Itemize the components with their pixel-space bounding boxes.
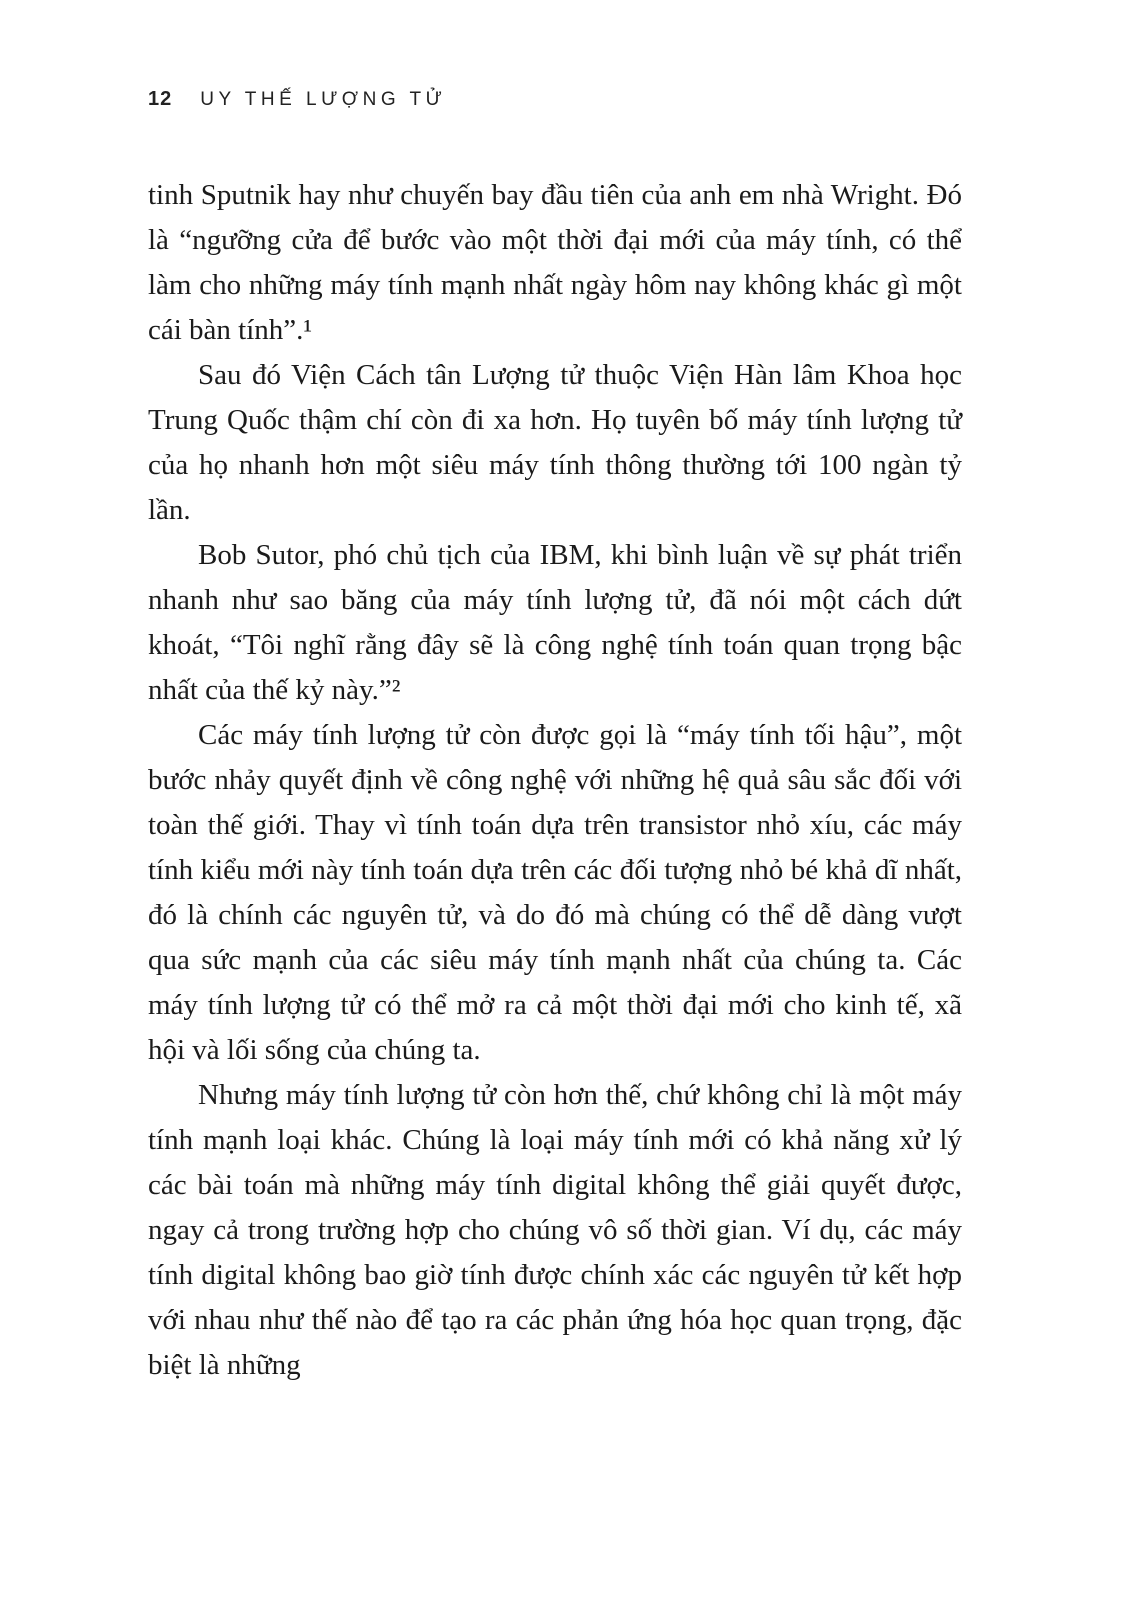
page-number: 12 [148, 88, 173, 110]
page-body [148, 173, 962, 1388]
paragraph: Sau đó Viện Cách tân Lượng tử thuộc Viện Hàn lâm Khoa học Trung Quốc thậm chí còn đi xa hơn. Họ tuyên bố máy tính lượng tử của họ nhanh hơn một siêu máy tính thông thường tới 100 ngàn tỷ lần. [148, 359, 962, 526]
book-title: UY THẾ LƯỢNG TỬ [200, 89, 447, 110]
paragraph: Các máy tính lượng tử còn được gọi là “máy tính tối hậu”, một bước nhảy quyết định về công nghệ với những hệ quả sâu sắc đối với toàn thế giới. Thay vì tính toán dựa trên transistor nhỏ xíu, các máy tính kiểu mới này tính toán dựa trên các đối tượng nhỏ bé khả dĩ nhất, đó là chính các nguyên tử, và do đó mà chúng có thể dễ dàng vượt qua sức mạnh của các siêu máy tính mạnh nhất của chúng ta. Các máy tính lượng tử có thể mở ra cả một thời đại mới cho kinh tế, xã hội và lối sống của chúng ta. [148, 719, 962, 1066]
paragraph: Nhưng máy tính lượng tử còn hơn thế, chứ không chỉ là một máy tính mạnh loại khác. Chúng là loại máy tính mới có khả năng xử lý các bài toán mà những máy tính digital không thể giải quyết được, ngay cả trong trường hợp cho chúng vô số thời gian. Ví dụ, các máy tính digital không bao giờ tính được chính xác các nguyên tử kết hợp với nhau như thế nào để tạo ra các phản ứng hóa học quan trọng, đặc biệt là những [148, 1079, 962, 1381]
paragraph: Bob Sutor, phó chủ tịch của IBM, khi bình luận về sự phát triển nhanh như sao băng của máy tính lượng tử, đã nói một cách dứt khoát, “Tôi nghĩ rằng đây sẽ là công nghệ tính toán quan trọng bậc nhất của thế kỷ này.”² [148, 539, 962, 706]
paragraph: tinh Sputnik hay như chuyến bay đầu tiên của anh em nhà Wright. Đó là “ngưỡng cửa để bước vào một thời đại mới của máy tính, có thể làm cho những máy tính mạnh nhất ngày hôm nay không khác gì một cái bàn tính”.¹ [148, 179, 962, 346]
page-header [148, 88, 962, 111]
